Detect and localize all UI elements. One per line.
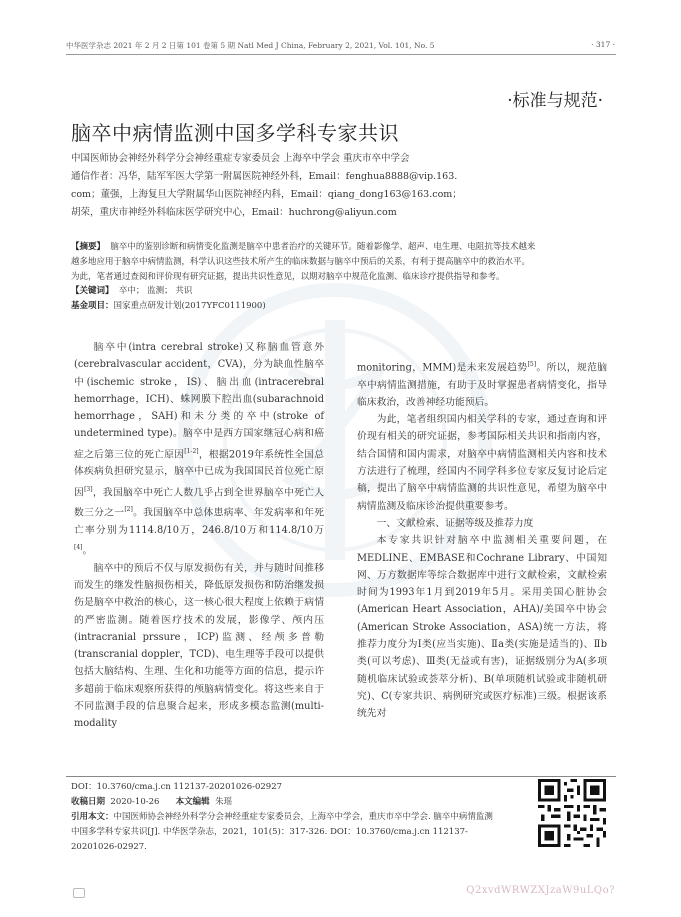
received-line: 收稿日期 2020-10-26 本文编辑 朱瑶	[71, 797, 233, 807]
body-column-right	[357, 356, 607, 723]
abstract-text: 【摘要】 脑卒中的鉴别诊断和病情变化监测是脑卒中患者治疗的关键环节。随着影像学、超声、电生理、电阻抗等技术越来越多地应用于脑卒中病情监测，科学认识这些技术所产生的临床数据与脑卒中预后的关系，有利于提高脑卒中的救治水平。为此，笔者通过查阅和评价现有研究证据，提出共识性意见，以期对脑卒中规范化监测、临床诊疗提供指导和参考。	[71, 242, 536, 282]
body-paragraph: monitoring，MMM)是未来发展趋势[5]。所以，规范脑卒中病情监测措施，有助于及时掌握患者病情变化，指导临床救治，改善神经功能预后。	[357, 361, 607, 408]
author-line: com；董强，上海复旦大学附属华山医院神经内科，Email：qiang_dong163@163.com；	[71, 189, 462, 200]
author-line: 通信作者：冯华，陆军军医大学第一附属医院神经外科，Email：fenghua8888@vip.163.	[71, 171, 458, 182]
citation-ref[interactable]: [5]	[527, 361, 537, 368]
citation-ref[interactable]: [1-2]	[184, 447, 199, 455]
citation-ref[interactable]: [4]	[74, 544, 83, 552]
body-paragraph: 本专家共识针对脑卒中监测相关重要问题，在MEDLINE、EMBASE和Cochrane Library、中国知网、万方数据库等综合数据库中进行文献检索，文献检索时间为1993年1月到2019年5月。采用美国心脏协会(American Heart Association，AHA)/美国卒中协会(American Stroke Association，ASA)统一方法，将推荐力度分为Ⅰ类(应当实施)、Ⅱa类(实施是适当的)、Ⅱb类(可以考虑)、Ⅲ类(无益或有害)，证据级别分为A(多项随机临床试验或荟萃分析)、B(单项随机试验或非随机研究)、C(专家共识、病例研究或医疗标准)三级。根据该系统先对	[357, 535, 607, 720]
page-number: · 317 ·	[591, 40, 615, 49]
watermark-code: Q2xvdWRWZXJzaW9uLQo?	[466, 885, 615, 896]
citation-ref[interactable]: [2]	[124, 506, 133, 514]
column-tag: ·标准与规范·	[507, 91, 603, 111]
citation-line: 引用本文：中国医师协会神经外科学分会神经重症专家委员会，上海卒中学会，重庆市卒中学会. 脑卒中病情监测中国多学科专家共识[J]. 中华医学杂志，2021，101(5)：317-326. DOI：10.3760/cma.j.cn 112137-20201026-02927.	[71, 812, 493, 852]
body-column-left	[74, 339, 324, 733]
abstract-label: 【摘要】	[71, 242, 106, 252]
article-title: 脑卒中病情监测中国多学科专家共识	[71, 121, 399, 145]
author-line: 胡荣，重庆市神经外科临床医学研究中心，Email：huchrong@aliyun.com	[71, 207, 397, 218]
publisher-logo-icon	[73, 888, 85, 898]
header-divider	[66, 54, 616, 55]
qr-code-icon[interactable]	[538, 779, 606, 847]
body-paragraph: 脑卒中的预后不仅与原发损伤有关，并与随时间推移而发生的继发性脑损伤相关，降低原发损伤和防治继发损伤是脑卒中救治的核心，这一核心很大程度上依赖于病情的严密监测。随着医疗技术的发展，影像学、颅内压(intracranial prssure，ICP)监测、经颅多普勒(transcranial doppler，TCD)、电生理等手段可以提供包括大脑结构、生理、生化和功能等方面的信息，提示许多超前于临床观察所获得的颅脑病情变化。将这些来自于不同监测手段的信息聚合起来，形成多模态监测(multi-modality	[74, 562, 324, 730]
abstract-block	[71, 240, 537, 314]
footer-divider	[66, 776, 616, 777]
funding-line: 基金项目：国家重点研发计划(2017YFC0111900)	[71, 301, 266, 312]
running-head: 中华医学杂志 2021 年 2 月 2 日第 101 卷第 5 期 Natl Med J China, February 2, 2021, Vol. 101, No. 5	[66, 41, 435, 50]
publisher-logo	[73, 888, 89, 898]
doi-line[interactable]: DOI：10.3760/cma.j.cn 112137-20201026-02927	[71, 782, 283, 792]
article-footer	[71, 780, 501, 855]
section-heading: 一、文献检索、证据等级及推荐力度	[376, 517, 534, 529]
author-line: 中国医师协会神经外科学分会神经重症专家委员会 上海卒中学会 重庆市卒中学会	[71, 153, 410, 164]
citation-ref[interactable]: [3]	[84, 485, 93, 493]
body-paragraph: 脑卒中(intra cerebral stroke)又称脑血管意外(cerebralvascular accident，CVA)，分为缺血性脑卒中(ischemic stroke，IS)、脑出血(intracerebral hemorrhage，ICH)、蛛网膜下腔出血(subarachnoid hemorrhage，SAH)和未分类的卒中(stroke of undetermined type)。脑卒中是西方国家继冠心病和癌症之后第三位的死亡原因[1-2]，根据2019年系统性全国总体疾病负担研究显示，脑卒中已成为我国国民首位死亡原因[3]，我国脑卒中死亡人数几乎占到全世界脑卒中死亡人数三分之一[2]。我国脑卒中总体患病率、年发病率和年死亡率分别为1114.8/10万，246.8/10万和114.8/10万[4]。	[74, 342, 325, 557]
author-block	[71, 150, 541, 222]
keywords-line: 【关键词】 卒中； 监测； 共识	[71, 286, 193, 297]
body-paragraph: 为此，笔者组织国内相关学科的专家，通过查询和评价现有相关的研究证据，参考国际相关共识和指南内容，结合国情和国内需求，对脑卒中病情监测相关内容和技术方法进行了梳理，经国内不同学科多位专家反复讨论后定稿，提出了脑卒中病情监测的共识性意见，希望为脑卒中病情监测及临床诊治提供重要参考。	[357, 414, 607, 512]
